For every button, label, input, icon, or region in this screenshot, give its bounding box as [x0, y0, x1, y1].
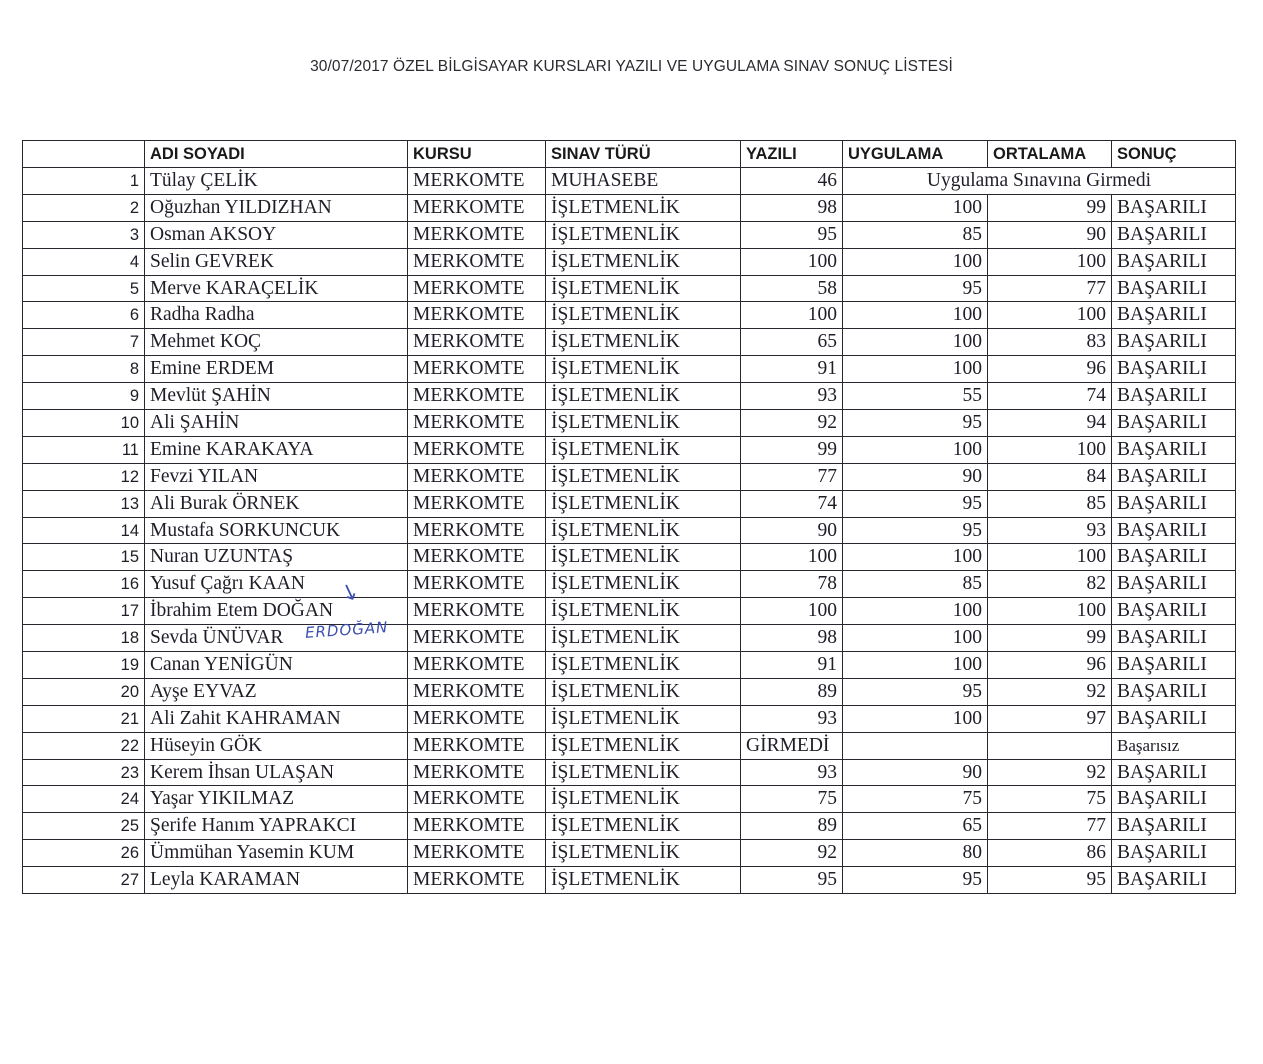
- exam-type: İŞLETMENLİK: [546, 463, 741, 490]
- student-name: Selin GEVREK: [145, 248, 408, 275]
- table-row: [23, 517, 1236, 544]
- practical-score: 100: [843, 248, 988, 275]
- exam-type: İŞLETMENLİK: [546, 813, 741, 840]
- course-name: MERKOMTE: [408, 813, 546, 840]
- practical-score: 100: [843, 436, 988, 463]
- exam-type: İŞLETMENLİK: [546, 329, 741, 356]
- table-row: [23, 544, 1236, 571]
- exam-type: İŞLETMENLİK: [546, 544, 741, 571]
- average-score: 96: [988, 356, 1112, 383]
- header-written: YAZILI: [741, 141, 843, 168]
- practical-score: 95: [843, 517, 988, 544]
- table-row: [23, 329, 1236, 356]
- written-score: 92: [741, 840, 843, 867]
- course-name: MERKOMTE: [408, 544, 546, 571]
- result-status: BAŞARILI: [1112, 221, 1236, 248]
- result-status: BAŞARILI: [1112, 248, 1236, 275]
- result-status: BAŞARILI: [1112, 813, 1236, 840]
- table-row: [23, 221, 1236, 248]
- result-status: BAŞARILI: [1112, 840, 1236, 867]
- practical-score: 95: [843, 678, 988, 705]
- written-score: 93: [741, 383, 843, 410]
- student-name: Şerife Hanım YAPRAKCI: [145, 813, 408, 840]
- table-row: [23, 168, 1236, 195]
- student-name: Ali Zahit KAHRAMAN: [145, 705, 408, 732]
- result-status: BAŞARILI: [1112, 194, 1236, 221]
- average-score: 90: [988, 221, 1112, 248]
- course-name: MERKOMTE: [408, 463, 546, 490]
- practical-score: 55: [843, 383, 988, 410]
- average-score: 100: [988, 436, 1112, 463]
- average-score: 94: [988, 410, 1112, 437]
- course-name: MERKOMTE: [408, 867, 546, 894]
- table-row: [23, 840, 1236, 867]
- row-number: 10: [23, 410, 145, 437]
- row-number: 22: [23, 732, 145, 759]
- exam-type: İŞLETMENLİK: [546, 410, 741, 437]
- course-name: MERKOMTE: [408, 410, 546, 437]
- exam-type: İŞLETMENLİK: [546, 194, 741, 221]
- result-status: BAŞARILI: [1112, 867, 1236, 894]
- student-name: Fevzi YILAN: [145, 463, 408, 490]
- average-score: 96: [988, 652, 1112, 679]
- exam-type: İŞLETMENLİK: [546, 732, 741, 759]
- student-name: Canan YENİGÜN: [145, 652, 408, 679]
- course-name: MERKOMTE: [408, 786, 546, 813]
- row-number: 7: [23, 329, 145, 356]
- written-score: 58: [741, 275, 843, 302]
- student-name: Osman AKSOY: [145, 221, 408, 248]
- row-number: 13: [23, 490, 145, 517]
- table-row: [23, 356, 1236, 383]
- course-name: MERKOMTE: [408, 625, 546, 652]
- exam-type: İŞLETMENLİK: [546, 517, 741, 544]
- row-number: 11: [23, 436, 145, 463]
- row-number: 26: [23, 840, 145, 867]
- written-score: 74: [741, 490, 843, 517]
- row-number: 14: [23, 517, 145, 544]
- practical-score: 65: [843, 813, 988, 840]
- row-number: 20: [23, 678, 145, 705]
- exam-type: İŞLETMENLİK: [546, 678, 741, 705]
- result-status: BAŞARILI: [1112, 329, 1236, 356]
- average-score: 100: [988, 248, 1112, 275]
- student-name: Ali ŞAHİN: [145, 410, 408, 437]
- row-number: 3: [23, 221, 145, 248]
- written-score: 98: [741, 194, 843, 221]
- average-score: 75: [988, 786, 1112, 813]
- course-name: MERKOMTE: [408, 571, 546, 598]
- result-status: BAŞARILI: [1112, 410, 1236, 437]
- result-status: BAŞARILI: [1112, 490, 1236, 517]
- course-name: MERKOMTE: [408, 248, 546, 275]
- exam-type: İŞLETMENLİK: [546, 571, 741, 598]
- practical-score: 95: [843, 275, 988, 302]
- student-name: Tülay ÇELİK: [145, 168, 408, 195]
- written-score: 90: [741, 517, 843, 544]
- result-status: Başarısız: [1112, 732, 1236, 759]
- table-row: [23, 571, 1236, 598]
- course-name: MERKOMTE: [408, 356, 546, 383]
- student-name: Hüseyin GÖK: [145, 732, 408, 759]
- exam-type: İŞLETMENLİK: [546, 840, 741, 867]
- average-score: 100: [988, 302, 1112, 329]
- written-score: 75: [741, 786, 843, 813]
- practical-score: 90: [843, 759, 988, 786]
- result-status: BAŞARILI: [1112, 517, 1236, 544]
- table-row: [23, 867, 1236, 894]
- written-score: 93: [741, 705, 843, 732]
- practical-score: 80: [843, 840, 988, 867]
- practical-score: 95: [843, 410, 988, 437]
- student-name: Leyla KARAMAN: [145, 867, 408, 894]
- written-score: 99: [741, 436, 843, 463]
- practical-score: 100: [843, 329, 988, 356]
- exam-type: İŞLETMENLİK: [546, 383, 741, 410]
- row-number: 21: [23, 705, 145, 732]
- result-status: BAŞARILI: [1112, 463, 1236, 490]
- practical-score: 75: [843, 786, 988, 813]
- result-status: BAŞARILI: [1112, 544, 1236, 571]
- course-name: MERKOMTE: [408, 194, 546, 221]
- header-result: SONUÇ: [1112, 141, 1236, 168]
- student-name: Emine ERDEM: [145, 356, 408, 383]
- table-row: [23, 436, 1236, 463]
- practical-score: [843, 732, 988, 759]
- student-name: Merve KARAÇELİK: [145, 275, 408, 302]
- practical-score: 100: [843, 302, 988, 329]
- header-average: ORTALAMA: [988, 141, 1112, 168]
- written-score: 89: [741, 678, 843, 705]
- practical-score: 95: [843, 490, 988, 517]
- exam-type: İŞLETMENLİK: [546, 598, 741, 625]
- exam-results-table: [22, 140, 1236, 894]
- written-score: 98: [741, 625, 843, 652]
- student-name: Nuran UZUNTAŞ: [145, 544, 408, 571]
- course-name: MERKOMTE: [408, 759, 546, 786]
- average-score: 74: [988, 383, 1112, 410]
- average-score: 99: [988, 625, 1112, 652]
- exam-type: İŞLETMENLİK: [546, 867, 741, 894]
- student-name: Yaşar YIKILMAZ: [145, 786, 408, 813]
- average-score: 100: [988, 598, 1112, 625]
- student-name: Radha Radha: [145, 302, 408, 329]
- practical-score: 100: [843, 356, 988, 383]
- practical-score: 85: [843, 221, 988, 248]
- row-number: 1: [23, 168, 145, 195]
- exam-type: İŞLETMENLİK: [546, 436, 741, 463]
- row-number: 18: [23, 625, 145, 652]
- average-score: 99: [988, 194, 1112, 221]
- row-number: 6: [23, 302, 145, 329]
- average-score: 93: [988, 517, 1112, 544]
- handwritten-correction: ERDOĞAN: [304, 618, 389, 642]
- average-score: 100: [988, 544, 1112, 571]
- row-number: 17: [23, 598, 145, 625]
- table-row: [23, 625, 1236, 652]
- student-name: Yusuf Çağrı KAAN: [145, 571, 408, 598]
- table-row: [23, 678, 1236, 705]
- course-name: MERKOMTE: [408, 275, 546, 302]
- student-name: Mehmet KOÇ: [145, 329, 408, 356]
- table-row: [23, 786, 1236, 813]
- written-score: 78: [741, 571, 843, 598]
- table-row: [23, 302, 1236, 329]
- written-score: 77: [741, 463, 843, 490]
- exam-type: İŞLETMENLİK: [546, 786, 741, 813]
- exam-type: İŞLETMENLİK: [546, 302, 741, 329]
- row-number: 19: [23, 652, 145, 679]
- average-score: 82: [988, 571, 1112, 598]
- table-row: [23, 383, 1236, 410]
- written-score: 89: [741, 813, 843, 840]
- practical-score: 95: [843, 867, 988, 894]
- table-row: [23, 759, 1236, 786]
- result-status: BAŞARILI: [1112, 436, 1236, 463]
- header-exam-type: SINAV TÜRÜ: [546, 141, 741, 168]
- written-score: 91: [741, 652, 843, 679]
- table-row: [23, 248, 1236, 275]
- handwritten-arrow-icon: ↘: [336, 577, 364, 608]
- student-name: İbrahim Etem DOĞAN: [145, 598, 408, 625]
- table-row: [23, 490, 1236, 517]
- average-score: 84: [988, 463, 1112, 490]
- result-status: BAŞARILI: [1112, 678, 1236, 705]
- course-name: MERKOMTE: [408, 436, 546, 463]
- row-number: 27: [23, 867, 145, 894]
- result-status: BAŞARILI: [1112, 598, 1236, 625]
- student-name: Ayşe EYVAZ: [145, 678, 408, 705]
- written-score: 100: [741, 544, 843, 571]
- row-number: 24: [23, 786, 145, 813]
- written-score: 100: [741, 598, 843, 625]
- exam-type: İŞLETMENLİK: [546, 759, 741, 786]
- header-name: ADI SOYADI: [145, 141, 408, 168]
- result-status: BAŞARILI: [1112, 302, 1236, 329]
- row-number: 15: [23, 544, 145, 571]
- table-row: [23, 705, 1236, 732]
- result-status: BAŞARILI: [1112, 652, 1236, 679]
- row-number: 8: [23, 356, 145, 383]
- average-score: 92: [988, 759, 1112, 786]
- row-number: 5: [23, 275, 145, 302]
- row-number: 25: [23, 813, 145, 840]
- exam-type: İŞLETMENLİK: [546, 356, 741, 383]
- average-score: 77: [988, 275, 1112, 302]
- student-name: Oğuzhan YILDIZHAN: [145, 194, 408, 221]
- row-number: 2: [23, 194, 145, 221]
- practical-score: 90: [843, 463, 988, 490]
- average-score: 77: [988, 813, 1112, 840]
- course-name: MERKOMTE: [408, 652, 546, 679]
- exam-type: MUHASEBE: [546, 168, 741, 195]
- row-number: 23: [23, 759, 145, 786]
- course-name: MERKOMTE: [408, 329, 546, 356]
- result-status: BAŞARILI: [1112, 625, 1236, 652]
- practical-score: 100: [843, 194, 988, 221]
- practical-note: Uygulama Sınavına Girmedi: [843, 168, 1236, 195]
- course-name: MERKOMTE: [408, 517, 546, 544]
- written-score: 95: [741, 221, 843, 248]
- exam-type: İŞLETMENLİK: [546, 625, 741, 652]
- written-score: 91: [741, 356, 843, 383]
- practical-score: 100: [843, 625, 988, 652]
- header-course: KURSU: [408, 141, 546, 168]
- practical-score: 100: [843, 598, 988, 625]
- course-name: MERKOMTE: [408, 168, 546, 195]
- result-status: BAŞARILI: [1112, 275, 1236, 302]
- course-name: MERKOMTE: [408, 840, 546, 867]
- student-name: Mustafa SORKUNCUK: [145, 517, 408, 544]
- student-name: Emine KARAKAYA: [145, 436, 408, 463]
- table-row: [23, 598, 1236, 625]
- course-name: MERKOMTE: [408, 490, 546, 517]
- result-status: BAŞARILI: [1112, 705, 1236, 732]
- student-name: Ali Burak ÖRNEK: [145, 490, 408, 517]
- exam-type: İŞLETMENLİK: [546, 705, 741, 732]
- exam-type: İŞLETMENLİK: [546, 275, 741, 302]
- average-score: 97: [988, 705, 1112, 732]
- table-row: [23, 410, 1236, 437]
- table-row: [23, 652, 1236, 679]
- course-name: MERKOMTE: [408, 732, 546, 759]
- student-name: Kerem İhsan ULAŞAN: [145, 759, 408, 786]
- result-status: BAŞARILI: [1112, 356, 1236, 383]
- row-number: 16: [23, 571, 145, 598]
- result-status: BAŞARILI: [1112, 571, 1236, 598]
- average-score: [988, 732, 1112, 759]
- practical-score: 100: [843, 705, 988, 732]
- course-name: MERKOMTE: [408, 598, 546, 625]
- student-name: Ümmühan Yasemin KUM: [145, 840, 408, 867]
- average-score: 92: [988, 678, 1112, 705]
- table-row: [23, 813, 1236, 840]
- written-score: 65: [741, 329, 843, 356]
- course-name: MERKOMTE: [408, 383, 546, 410]
- row-number: 4: [23, 248, 145, 275]
- result-status: BAŞARILI: [1112, 759, 1236, 786]
- average-score: 95: [988, 867, 1112, 894]
- document-title: 30/07/2017 ÖZEL BİLGİSAYAR KURSLARI YAZILI VE UYGULAMA SINAV SONUÇ LİSTESİ: [310, 58, 953, 75]
- average-score: 83: [988, 329, 1112, 356]
- average-score: 85: [988, 490, 1112, 517]
- practical-score: 85: [843, 571, 988, 598]
- table-row: [23, 275, 1236, 302]
- written-score: 100: [741, 248, 843, 275]
- student-name: Mevlüt ŞAHİN: [145, 383, 408, 410]
- header-no: [23, 141, 145, 168]
- table-header-row: [23, 141, 1236, 168]
- written-score: 92: [741, 410, 843, 437]
- result-status: BAŞARILI: [1112, 786, 1236, 813]
- exam-type: İŞLETMENLİK: [546, 652, 741, 679]
- written-score: 46: [741, 168, 843, 195]
- written-score: GİRMEDİ: [741, 732, 843, 759]
- exam-type: İŞLETMENLİK: [546, 221, 741, 248]
- exam-type: İŞLETMENLİK: [546, 490, 741, 517]
- table-row: [23, 194, 1236, 221]
- student-name: Sevda ÜNÜVAR: [145, 625, 408, 652]
- course-name: MERKOMTE: [408, 678, 546, 705]
- average-score: 86: [988, 840, 1112, 867]
- course-name: MERKOMTE: [408, 705, 546, 732]
- row-number: 12: [23, 463, 145, 490]
- practical-score: 100: [843, 652, 988, 679]
- table-row: [23, 463, 1236, 490]
- table-row: [23, 732, 1236, 759]
- result-status: BAŞARILI: [1112, 383, 1236, 410]
- header-practical: UYGULAMA: [843, 141, 988, 168]
- practical-score: 100: [843, 544, 988, 571]
- written-score: 100: [741, 302, 843, 329]
- course-name: MERKOMTE: [408, 221, 546, 248]
- written-score: 93: [741, 759, 843, 786]
- row-number: 9: [23, 383, 145, 410]
- course-name: MERKOMTE: [408, 302, 546, 329]
- written-score: 95: [741, 867, 843, 894]
- exam-type: İŞLETMENLİK: [546, 248, 741, 275]
